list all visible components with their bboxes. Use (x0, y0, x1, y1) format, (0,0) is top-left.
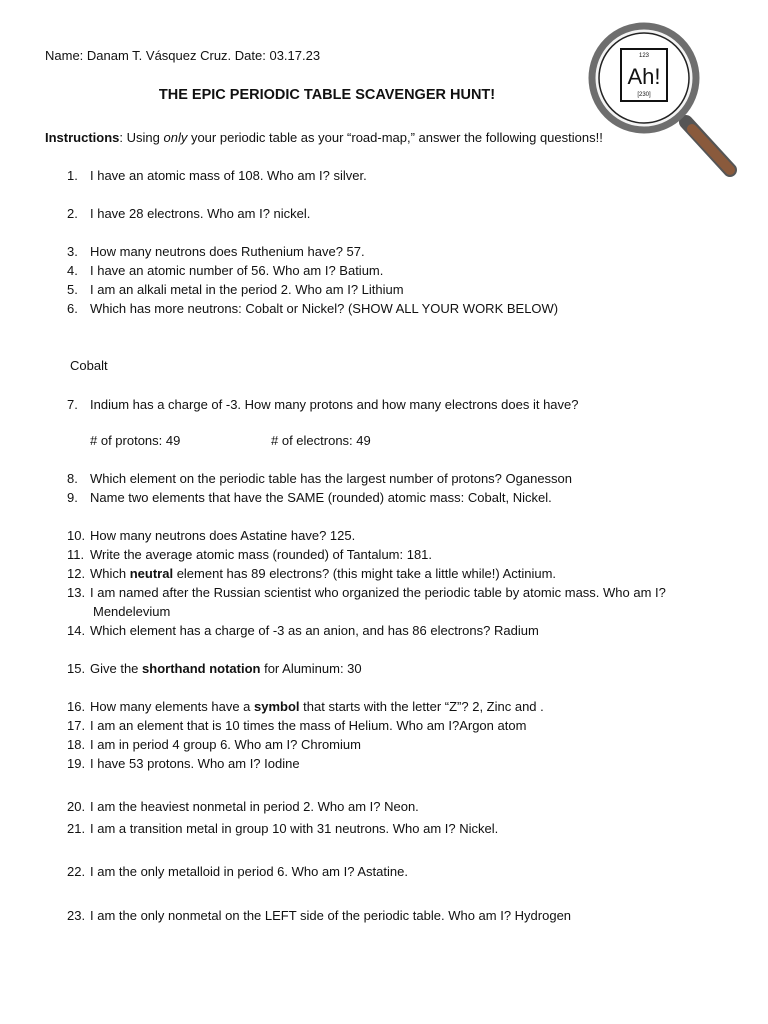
question-3: 3. How many neutrons does Ruthenium have? 57. (67, 244, 365, 259)
q7-electrons: # of electrons: 49 (271, 433, 371, 448)
question-13: 13. I am named after the Russian scientist who organized the periodic table by atomic mass. Who am I? (67, 585, 666, 600)
question-6: 6. Which has more neutrons: Cobalt or Nickel? (SHOW ALL YOUR WORK BELOW) (67, 301, 559, 316)
question-21: 21. I am a transition metal in group 10 with 31 neutrons. Who am I? Nickel. (67, 821, 499, 836)
handle-shape (692, 129, 730, 170)
question-5: 5. I am an alkali metal in the period 2. Who am I? Lithium (67, 282, 404, 297)
question-10: 10. How many neutrons does Astatine have? 125. (67, 528, 356, 543)
question-11: 11. Write the average atomic mass (rounded) of Tantalum: 181. (67, 547, 433, 562)
question-2: 2. I have 28 electrons. Who am I? nickel. (67, 206, 311, 221)
question-23: 23. I am the only nonmetal on the LEFT side of the periodic table. Who am I? Hydrogen (67, 908, 572, 923)
question-13-answer: Mendelevium (93, 604, 171, 619)
question-8: 8. Which element on the periodic table has the largest number of protons? Oganesson (67, 471, 573, 486)
instructions-only: only (163, 130, 188, 145)
instructions-label: Instructions (45, 130, 120, 145)
question-16: 16. How many elements have a symbol that starts with the letter “Z”? 2, Zinc and . (67, 699, 544, 714)
instructions (45, 130, 603, 145)
question-18: 18. I am in period 4 group 6. Who am I? Chromium (67, 737, 361, 752)
logo-top-number: 123 (638, 53, 650, 59)
page-title: THE EPIC PERIODIC TABLE SCAVENGER HUNT! (158, 87, 496, 103)
question-15: 15. Give the shorthand notation for Aluminum: 30 (67, 661, 362, 676)
magnifying-glass-icon (588, 22, 740, 178)
question-4: 4. I have an atomic number of 56. Who am I? Batium. (67, 263, 384, 278)
logo-bottom-number: [230] (637, 92, 651, 98)
instructions-post: your periodic table as your “road-map,” answer the following questions!! (187, 130, 603, 145)
logo-symbol: Ah! (627, 64, 661, 89)
question-9: 9. Name two elements that have the SAME (rounded) atomic mass: Cobalt, Nickel. (67, 490, 552, 505)
question-19: 19. I have 53 protons. Who am I? Iodine (67, 756, 300, 771)
question-20: 20. I am the heaviest nonmetal in period 2. Who am I? Neon. (67, 799, 419, 814)
answer-q6: Cobalt (70, 358, 108, 373)
instructions-pre: : Using (119, 130, 164, 145)
name-date-line: Name: Danam T. Vásquez Cruz. Date: 03.17.23 (45, 48, 321, 63)
question-7: 7. Indium has a charge of -3. How many protons and how many electrons does it have? (67, 397, 579, 412)
q7-protons: # of protons: 49 (90, 433, 181, 448)
question-1: 1. I have an atomic mass of 108. Who am I? silver. (67, 168, 367, 183)
question-12: 12. Which neutral element has 89 electrons? (this might take a little while!) Actinium. (67, 566, 557, 581)
question-14: 14. Which element has a charge of -3 as an anion, and has 86 electrons? Radium (67, 623, 539, 638)
question-22: 22. I am the only metalloid in period 6. Who am I? Astatine. (67, 864, 408, 879)
question-17: 17. I am an element that is 10 times the mass of Helium. Who am I?Argon atom (67, 718, 527, 733)
